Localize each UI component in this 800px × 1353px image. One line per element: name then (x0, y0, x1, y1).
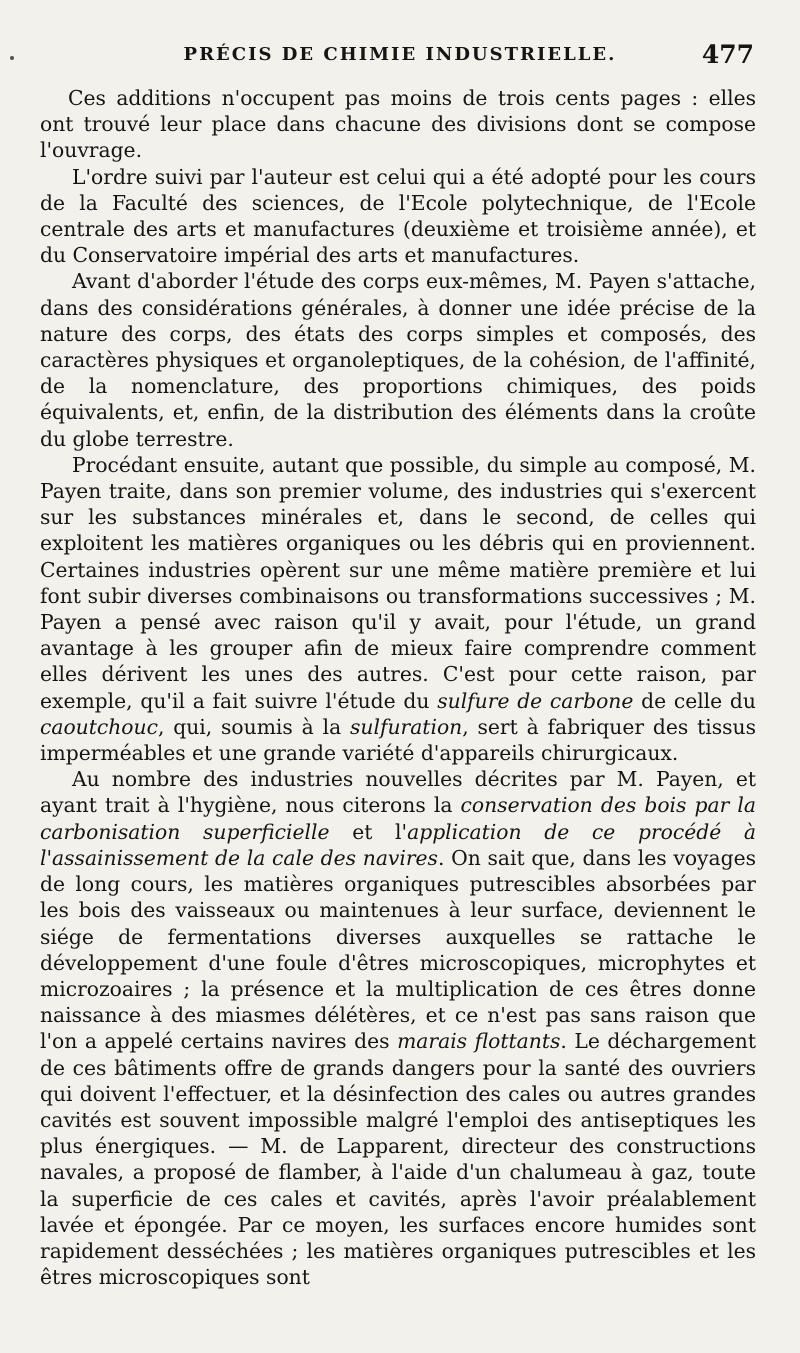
text-run: . On sait que, dans les voyages de long cours, les matières organiques putrescibles absorbées par les bois des vaisseaux ou maintenues à leur surface, deviennent le siége de fermentations diverses auxquelles se rattache le développement d'une foule d'êtres microscopiques, microphytes et microzoaires ; la présence et la multiplication de ces êtres donne naissance à des miasmes délétères, et ce n'est pas sans raison que l'on a appelé certains navires des (40, 845, 756, 1054)
paragraph (40, 452, 756, 766)
body-text (40, 85, 756, 1290)
italic-term: application de ce procédé à l'assainissement de la cale des navires (40, 819, 756, 870)
paragraph (40, 164, 756, 269)
text-run: Procédant ensuite, autant que possible, du simple au composé, M. Payen traite, dans son premier volume, des industries qui s'exercent sur les substances minérales et, dans le second, de celles qui exploitent les matières organiques ou les débris qui en proviennent. Certaines industries opèrent sur une même matière première et lui font subir diverses combinaisons ou transformations successives ; M. Payen a pensé avec raison qu'il y avait, pour l'étude, un grand avantage à les grouper afin de mieux faire comprendre comment elles dérivent les unes des autres. C'est pour cette raison, par exemple, qu'il a fait suivre l'étude du (40, 452, 756, 713)
italic-term: conservation des bois par la carbonisation superficielle (40, 793, 757, 844)
margin-speck (10, 56, 14, 60)
italic-term: sulfure de carbone (437, 688, 634, 713)
paragraph (40, 268, 756, 451)
page-header (40, 40, 760, 80)
page-number: 477 (701, 40, 754, 69)
text-run: Ces additions n'occupent pas moins de trois cents pages : elles ont trouvé leur place dans chacune des divisions dont se compose l'ouvrage. (40, 86, 756, 163)
text-run: Au nombre des industries nouvelles décrites par M. Payen, et ayant trait à l'hygiène, nous citerons la (40, 767, 756, 818)
text-run: et l' (329, 819, 408, 844)
paragraph (40, 766, 756, 1290)
italic-term: sulfuration (350, 714, 463, 739)
text-run: de celle du (633, 688, 756, 713)
italic-term: caoutchouc (40, 714, 158, 739)
text-run: L'ordre suivi par l'auteur est celui qui a été adopté pour les cours de la Faculté des sciences, de l'Ecole polytechnique, de l'Ecole centrale des arts et manufactures (deuxième et troisième année), et du Conservatoire impérial des arts et manufactures. (40, 164, 756, 268)
text-run: Avant d'aborder l'étude des corps eux-mêmes, M. Payen s'attache, dans des considérations générales, à donner une idée précise de la nature des corps, des états des corps simples et composés, des caractères physiques et organoleptiques, de la cohésion, de l'affinité, de la nomenclature, des proportions chimiques, des poids équivalents, et, enfin, de la distribution des éléments dans la croûte du globe terrestre. (40, 269, 756, 451)
text-run: , sert à fabriquer des tissus imperméables et une grande variété d'appareils chirurgicaux. (40, 714, 756, 766)
running-title: PRÉCIS DE CHIMIE INDUSTRIELLE. (183, 44, 617, 65)
text-run: . Le déchargement de ces bâtiments offre de grands dangers pour la santé des ouvriers qui doivent l'effectuer, et la désinfection des cales ou autres grandes cavités est souvent impossible malgré l'emploi des antiseptiques les plus énergiques. — M. de Lapparent, directeur des constructions navales, a proposé de flamber, à l'aide d'un chalumeau à gaz, toute la superficie de ces cales et cavités, après l'avoir préalablement lavée et épongée. Par ce moyen, les surfaces encore humides sont rapidement desséchées ; les matières organiques putrescibles et les êtres microscopiques sont (40, 1029, 756, 1290)
italic-term: marais flottants (397, 1029, 561, 1054)
text-run: , qui, soumis à la (157, 714, 350, 739)
paragraph (40, 85, 756, 164)
